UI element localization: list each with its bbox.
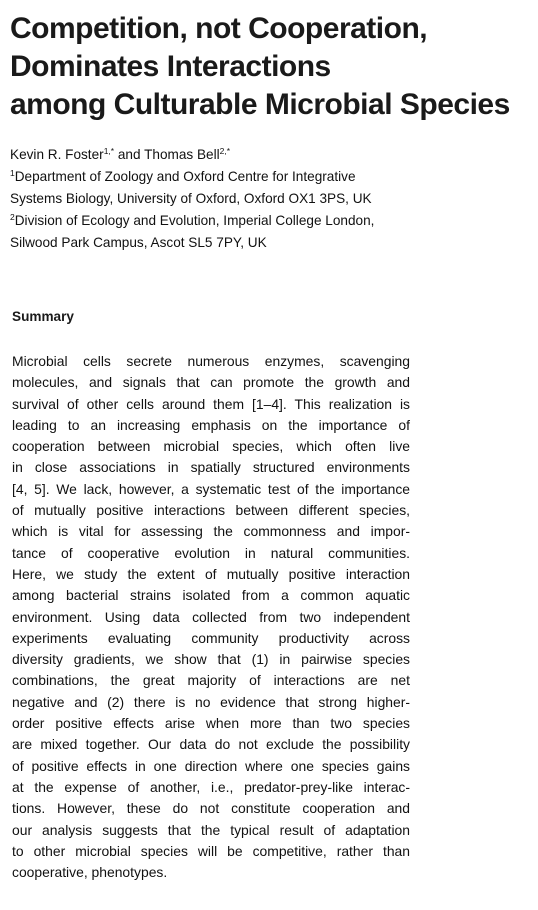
abstract-line: experiments evaluating community productivity across — [12, 629, 410, 646]
abstract-line: tions. However, these do not constitute cooperation and — [12, 800, 410, 817]
abstract-line: survival of other cells around them [1–4]. This realization is — [12, 395, 410, 412]
abstract-line: tance of cooperative evolution in natural communities. — [12, 544, 410, 561]
author-list — [10, 144, 530, 166]
abstract-line: negative and (2) there is no evidence that strong higher- — [12, 693, 410, 710]
author-conjunction: and — [114, 147, 145, 162]
affiliation-marker: 2 — [10, 212, 15, 222]
abstract-line: in close associations in spatially structured environments — [12, 459, 410, 476]
abstract-line: diversity gradients, we show that (1) in pairwise species — [12, 651, 410, 668]
affiliation-line: Systems Biology, University of Oxford, Oxford OX1 3PS, UK — [10, 191, 372, 206]
affiliation-line: Silwood Park Campus, Ascot SL5 7PY, UK — [10, 235, 267, 250]
abstract-line: of positive effects in one direction where one species gains — [12, 757, 410, 774]
abstract-line: at the expense of another, i.e., predator-prey-like interac- — [12, 778, 410, 795]
abstract-line: combinations, the great majority of interactions are net — [12, 672, 410, 689]
abstract-line: leading to an increasing emphasis on the importance of — [12, 416, 410, 433]
abstract-line: to other microbial species will be competitive, rather than — [12, 842, 410, 859]
title-line: Competition, not Cooperation, — [10, 12, 428, 45]
affiliation-line — [10, 166, 530, 188]
affiliation-text: Division of Ecology and Evolution, Imperial College London, — [14, 213, 375, 228]
abstract-line: cooperative, phenotypes. — [12, 864, 168, 881]
author-affiliation-marker: 1,* — [103, 146, 115, 156]
abstract-line: our analysis suggests that the typical result of adaptation — [12, 821, 410, 838]
abstract-line: which is vital for assessing the commonness and impor- — [12, 523, 410, 540]
author-name: Kevin R. Foster — [10, 147, 104, 162]
author-name: Thomas Bell — [144, 147, 220, 162]
abstract-line: molecules, and signals that can promote the growth and — [12, 374, 410, 391]
affiliations — [10, 166, 530, 254]
title-line: among Culturable Microbial Species — [10, 88, 510, 121]
abstract-paragraph — [12, 351, 410, 883]
abstract-line: environment. Using data collected from two independent — [12, 608, 410, 625]
abstract-line: order positive effects arise when more than two species — [12, 715, 410, 732]
article-page — [10, 10, 530, 881]
abstract-line: Here, we study the extent of mutually positive interaction — [12, 565, 410, 582]
affiliation-marker: 1 — [10, 168, 15, 178]
affiliation-line — [10, 210, 530, 232]
title-line: Dominates Interactions — [10, 50, 331, 83]
affiliation-text: Department of Zoology and Oxford Centre for Integrative — [14, 169, 356, 184]
summary-heading: Summary — [12, 309, 74, 324]
abstract-line: are mixed together. Our data do not exclude the possibility — [12, 736, 410, 753]
abstract-line: among bacterial strains isolated from a common aquatic — [12, 587, 410, 604]
abstract-line: cooperation between microbial species, which often live — [12, 438, 410, 455]
abstract-line: of mutually positive interactions between different species, — [12, 502, 410, 519]
author-affiliation-marker: 2,* — [219, 146, 231, 156]
abstract-line: Microbial cells secrete numerous enzymes, scavenging — [12, 353, 410, 369]
abstract-line: [4, 5]. We lack, however, a systematic test of the importance — [12, 480, 410, 497]
article-title — [10, 10, 530, 124]
